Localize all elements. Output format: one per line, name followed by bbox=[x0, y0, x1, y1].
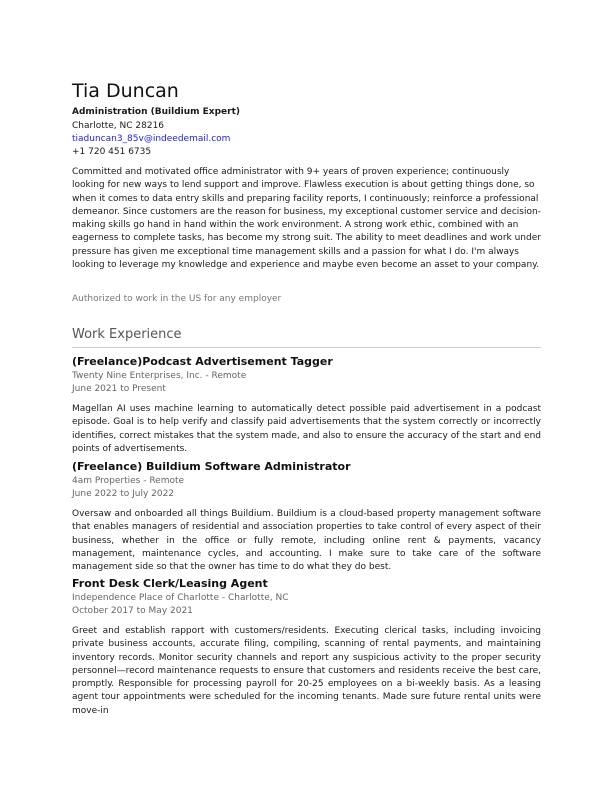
job-description: Oversaw and onboarded all things Buildium. Buildium is a cloud-based property management software that enables managers of residential and association properties to take control of every aspect of their business, whether in the office or fully remote, including online rent & payments, vacancy management, maintenance cycles, and accounting. I make sure to take care of the software management side so that the owner has time to do what they do best. bbox=[72, 509, 541, 573]
job-dates: June 2021 to Present bbox=[72, 384, 166, 394]
section-divider bbox=[72, 347, 541, 348]
job-dates: October 2017 to May 2021 bbox=[72, 606, 193, 616]
job-title: (Freelance)Podcast Advertisement Tagger bbox=[72, 355, 333, 368]
section-heading-work-experience: Work Experience bbox=[72, 327, 182, 342]
job-entry bbox=[72, 577, 541, 718]
job-company: Independence Place of Charlotte - Charlotte, NC bbox=[72, 593, 289, 603]
job-title: (Freelance) Buildium Software Administrator bbox=[72, 460, 351, 473]
job-entry bbox=[72, 355, 541, 456]
job-description: Greet and establish rapport with customers/residents. Executing clerical tasks, including invoicing private business accounts, accurate filing, compiling, scanning of rental payments, and maintaining inventory records. Monitor security channels and report any suspicious activity to the proper security personnel—record maintenance requests to ensure that customers and residents receive the best care, promptly. Responsible for processing payroll for 20-25 employees on a bi-weekly basis. As a leasing agent tour appointments were scheduled for the incoming tenants. Made sure future rental units were move-in bbox=[72, 626, 541, 716]
email-link[interactable]: tiaduncan3_85v@indeedemail.com bbox=[72, 134, 231, 144]
phone: +1 720 451 6735 bbox=[72, 147, 152, 157]
job-description: Magellan AI uses machine learning to automatically detect possible paid advertisement in a podcast episode. Goal is to help verify and classify paid advertisements that the system correctly or incorrectly identifies, correct mistakes that the system made, and also to ensure the accuracy of the start and end points of advertisements. bbox=[72, 404, 541, 454]
location: Charlotte, NC 28216 bbox=[72, 121, 165, 131]
job-company: 4am Properties - Remote bbox=[72, 476, 185, 486]
job-company: Twenty Nine Enterprises, Inc. - Remote bbox=[72, 371, 247, 381]
candidate-name: Tia Duncan bbox=[72, 80, 179, 102]
job-dates: June 2022 to July 2022 bbox=[72, 489, 175, 499]
summary: Committed and motivated office administrator with 9+ years of proven experience; continuously looking for new ways to lend support and improve. Flawless execution is about getting things done, so when it comes to data entry skills and preparing facility reports, I continuously; reinforce a professional demeanor. Since customers are the reason for business, my exceptional customer service and decision-making skills go hand in hand within the work environment. A strong work ethic, combined with an eagerness to complete tasks, has become my strong suit. The ability to meet deadlines and work under pressure has given me exceptional time management skills and a passion for what I do. I'm always looking to leverage my knowledge and experience and maybe even become an asset to your company. bbox=[72, 167, 541, 271]
work-authorization: Authorized to work in the US for any employer bbox=[72, 294, 282, 304]
job-entry bbox=[72, 460, 541, 574]
headline: Administration (Buildium Expert) bbox=[72, 107, 240, 117]
job-title: Front Desk Clerk/Leasing Agent bbox=[72, 577, 268, 590]
